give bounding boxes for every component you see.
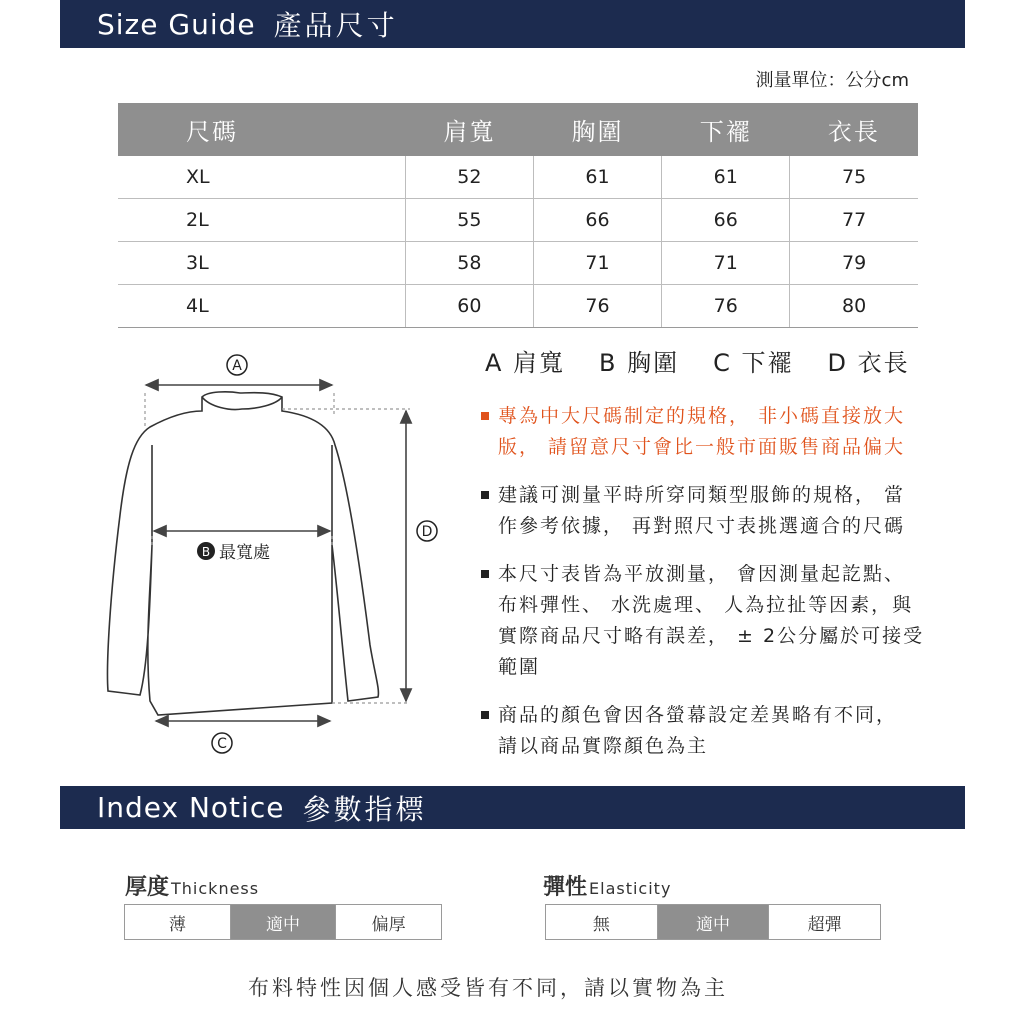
header-shoulder: 肩寬 [405, 103, 533, 156]
elasticity-option-none: 無 [592, 914, 610, 935]
cell-hem: 61 [662, 156, 790, 199]
note-line: 布料彈性、 水洗處理、 人為拉扯等因素，與 [498, 594, 914, 616]
measurement-legend [485, 343, 910, 378]
note-line: 建議可測量平時所穿同類型服飾的規格， 當 [498, 484, 906, 506]
note-line: 作參考依據， 再對照尺寸表挑選適合的尺碼 [498, 515, 906, 537]
thickness-option-medium: 適中 [230, 905, 336, 939]
notes-list [481, 401, 931, 779]
legend-a: A 肩寬 [485, 349, 566, 377]
legend-c: C 下襬 [713, 349, 794, 377]
cell-size: 2L [118, 199, 405, 242]
sweater-diagram [80, 345, 460, 765]
cell-length: 80 [790, 285, 918, 328]
footer-note: 布料特性因個人感受皆有不同，請以實物為主 [248, 976, 728, 1000]
note-line: 專為中大尺碼制定的規格， 非小碼直接放大 [498, 405, 906, 427]
note-line: 實際商品尺寸略有誤差， ± 2公分屬於可接受 [498, 625, 925, 647]
note-item [481, 700, 931, 762]
note-item [481, 480, 931, 542]
cell-chest: 61 [533, 156, 661, 199]
note-line: 商品的顏色會因各螢幕設定差異略有不同， [498, 704, 898, 726]
cell-size: XL [118, 156, 405, 199]
bullet-icon [481, 491, 489, 499]
cell-length: 75 [790, 156, 918, 199]
elasticity-scale [545, 904, 881, 940]
bullet-icon [481, 711, 489, 719]
elasticity-label [543, 870, 671, 901]
size-guide-title-cn: 產品尺寸 [273, 9, 398, 42]
note-line: 本尺寸表皆為平放測量， 會因測量起訖點、 [498, 563, 906, 585]
index-notice-banner [60, 786, 965, 829]
thickness-option-thin: 薄 [168, 914, 186, 935]
table-row [118, 242, 918, 285]
note-line: 請以商品實際顏色為主 [498, 735, 709, 757]
note-item [481, 559, 931, 683]
elasticity-label-cn: 彈性 [543, 875, 588, 900]
marker-b-caption: 最寬處 [219, 543, 270, 563]
cell-hem: 76 [662, 285, 790, 328]
header-length: 衣長 [790, 103, 918, 156]
marker-d-label: D [421, 524, 433, 540]
cell-size: 4L [118, 285, 405, 328]
legend-b: B 胸圍 [599, 349, 680, 377]
thickness-label-en: Thickness [171, 879, 260, 898]
cell-size: 3L [118, 242, 405, 285]
bullet-icon [481, 412, 489, 420]
marker-b-label: B [201, 545, 211, 559]
thickness-option-thick: 偏厚 [335, 905, 441, 939]
cell-chest: 71 [533, 242, 661, 285]
size-table [118, 103, 918, 328]
size-guide-banner [60, 0, 965, 48]
cell-shoulder: 60 [405, 285, 533, 328]
thickness-label-cn: 厚度 [125, 875, 170, 900]
elasticity-label-en: Elasticity [589, 879, 672, 898]
note-line: 版， 請留意尺寸會比一般市面販售商品偏大 [498, 436, 906, 458]
header-size: 尺碼 [118, 103, 405, 156]
cell-hem: 71 [662, 242, 790, 285]
cell-length: 79 [790, 242, 918, 285]
index-title-cn: 參數指標 [302, 792, 427, 826]
cell-chest: 76 [533, 285, 661, 328]
note-item [481, 401, 931, 463]
unit-note: 測量單位：公分cm [755, 70, 909, 91]
thickness-label [125, 870, 259, 901]
elasticity-option-medium: 適中 [657, 905, 769, 939]
table-row [118, 199, 918, 242]
table-row [118, 156, 918, 199]
legend-d: D 衣長 [827, 349, 910, 377]
note-line: 範圍 [498, 656, 541, 678]
cell-hem: 66 [662, 199, 790, 242]
cell-shoulder: 52 [405, 156, 533, 199]
bullet-icon [481, 570, 489, 578]
size-table-header-row [118, 103, 918, 156]
size-guide-title-en: Size Guide [97, 7, 256, 41]
elasticity-option-super: 超彈 [768, 905, 880, 939]
marker-a-label: A [232, 358, 242, 374]
table-row [118, 285, 918, 328]
index-title-en: Index Notice [97, 791, 285, 824]
cell-shoulder: 55 [405, 199, 533, 242]
cell-chest: 66 [533, 199, 661, 242]
cell-shoulder: 58 [405, 242, 533, 285]
cell-length: 77 [790, 199, 918, 242]
marker-c-label: C [217, 736, 227, 752]
thickness-scale [124, 904, 442, 940]
dashed-guides [145, 393, 410, 703]
header-hem: 下襬 [662, 103, 790, 156]
header-chest: 胸圍 [533, 103, 661, 156]
